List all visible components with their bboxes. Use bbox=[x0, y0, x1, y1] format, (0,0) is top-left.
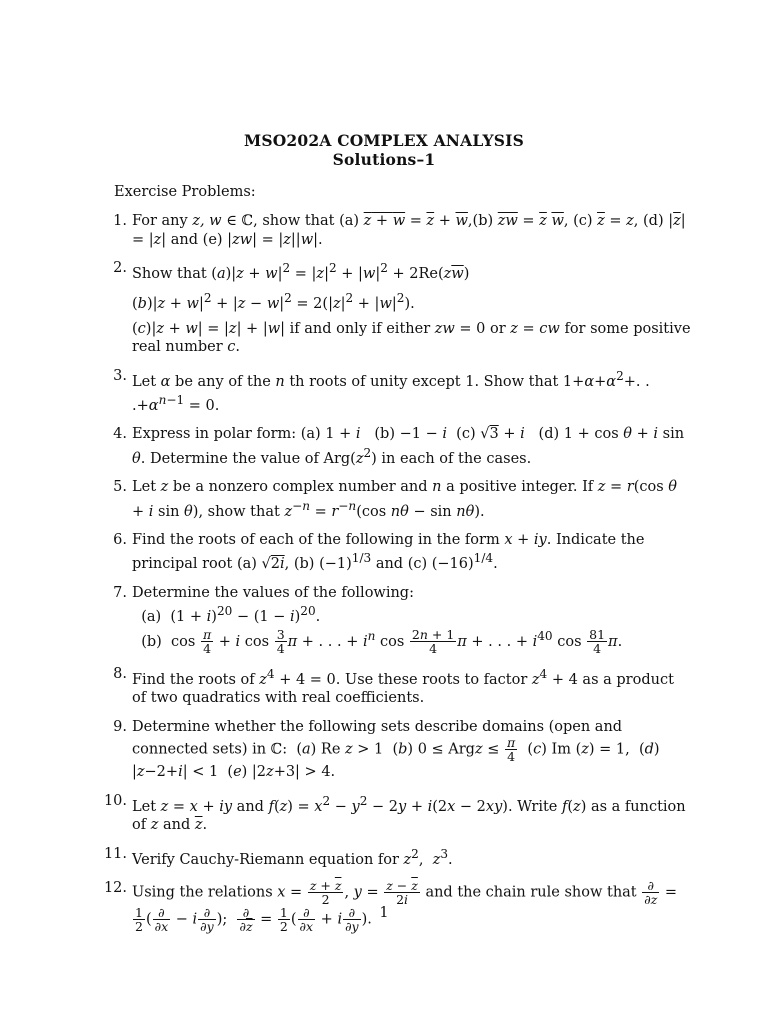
problem-text: Find the roots of $z^4 + 4 = 0$. Use these roots to factor $z^4 + 4$ as a product of two quadratics with real coefficients. bbox=[132, 666, 674, 707]
problem-text: (a) $(1 + i)^{20} - (1 - i)^{20}$. bbox=[132, 604, 321, 626]
problem-number: 11. bbox=[103, 845, 127, 862]
problem-number: 6. bbox=[113, 531, 127, 548]
problem-text: Using the relations x = $\frac{z + \overline{z}}{2}$ , y = $\frac{z - \overline{z}}{2i}$ and the chain rule show that $\frac{\partial}{\partial z}$ = $\frac{1}{2}$ ( $\frac{\partial}{\partial x}$ − i $\frac{\partial}{\partial y}$ ); $\frac{\partial}{\partial\overline{z}}$ = $\frac{1}{2}$ ( $\frac{\partial}{\partial x}$ + i $\frac{\partial}{\partial y}$ ). bbox=[132, 877, 678, 934]
problem-text: Let α be any of the n th roots of unity except 1. Show that $1+\alpha+\alpha^2+$. . $.+\alpha^{n-1} = 0$. bbox=[132, 368, 650, 414]
problem-11 bbox=[100, 845, 692, 869]
problem-text: (c)|z + w| = |z| + |w| if and only if either zw = 0 or z = cw for some positive real number c. bbox=[132, 320, 691, 356]
problem-text: Find the roots of each of the following in the form x + iy. Indicate the principal root (a) √2i, (b) $(-1)^{1/3}$ and (c) $(-16)^{1/4}$. bbox=[132, 531, 645, 573]
problem-text: $(b)|z + w|^2 + |z - w|^2 = 2(|z|^2 + |w|^2)$. bbox=[132, 291, 415, 313]
problem-list bbox=[100, 212, 692, 943]
problem-text: Determine whether the following sets describe domains (open and connected sets) in ℂ: (a) Re z > 1 (b) 0 ≤ Argz ≤ $\frac{\pi}{4}$ (c) Im (z) = 1, (d) |z−2+i| < 1 (e) |2z+3| > 4. bbox=[132, 718, 660, 781]
problem-number: 9. bbox=[113, 718, 127, 735]
problem-text: Let z = x + iy and $f(z) = x^2 - y^2 - 2y + i(2x - 2xy)$. Write f(z) as a function of z and $\overline{z}$. bbox=[132, 793, 686, 834]
problem-number: 8. bbox=[113, 665, 127, 682]
problem-number: 4. bbox=[113, 426, 127, 443]
document-subtitle: Solutions–1 bbox=[332, 150, 436, 169]
page-number: 1 bbox=[379, 905, 389, 921]
problem-7 bbox=[100, 584, 692, 655]
problem-6 bbox=[100, 531, 692, 574]
document-title: MSO202A COMPLEX ANALYSIS bbox=[243, 131, 525, 150]
problem-9 bbox=[100, 718, 692, 782]
problem-text: Determine the values of the following: bbox=[132, 584, 414, 601]
problem-5 bbox=[100, 478, 692, 521]
problem-number: 2. bbox=[113, 260, 127, 276]
problem-text: Verify Cauchy-Riemann equation for $z^2$, $z^3$. bbox=[132, 846, 453, 868]
problem-4 bbox=[100, 425, 692, 468]
problem-number: 1. bbox=[113, 213, 127, 229]
exercise-heading: Exercise Problems: bbox=[114, 184, 256, 200]
problem-8 bbox=[100, 665, 692, 708]
problem-number: 10. bbox=[103, 792, 127, 809]
problem-text: For any z, w ∈ ℂ, show that (a) $z + w = \overline{z} + \overline{w},(b) \overline{zw} = \overline{z}$ $\overline{w}$, (c) z = z, (d) $|\overline{z}| = |z|$ and (e) |zw| = |z||w|. bbox=[132, 213, 686, 248]
problem-text: (b) cos $\frac{\pi}{4}$ + i cos $\frac{3}{4}$ π + . . . + $i^n$ cos $\frac{2n + 1}{4}$ π + . . . + $i^{40}$ cos $\frac{81}{4}$ π. bbox=[132, 626, 623, 656]
problem-text: Show that $(a)|z + w|^2 = |z|^2 + |w|^2 + 2Re(z\overline{w})$ bbox=[132, 261, 470, 282]
problem-number: 12. bbox=[103, 879, 127, 896]
problem-number: 7. bbox=[113, 584, 127, 601]
problem-3 bbox=[100, 367, 692, 416]
problem-text: Let z be a nonzero complex number and n a positive integer. If z = r(cos θ + i sin θ), show that $z^{-n} = r^{-n}(\cos$ nθ − sin nθ). bbox=[132, 479, 678, 520]
problem-2 bbox=[100, 259, 692, 357]
problem-text: Express in polar form: (a) 1 + i (b) −1 − i (c) √3 + i (d) 1 + cos θ + i sin θ. Determine the value of $Arg(z^2)$ in each of the cases. bbox=[132, 426, 685, 467]
document-header bbox=[0, 131, 768, 169]
problem-1 bbox=[100, 212, 692, 249]
problem-number: 3. bbox=[113, 367, 127, 384]
problem-number: 5. bbox=[113, 479, 127, 496]
problem-10 bbox=[100, 792, 692, 835]
